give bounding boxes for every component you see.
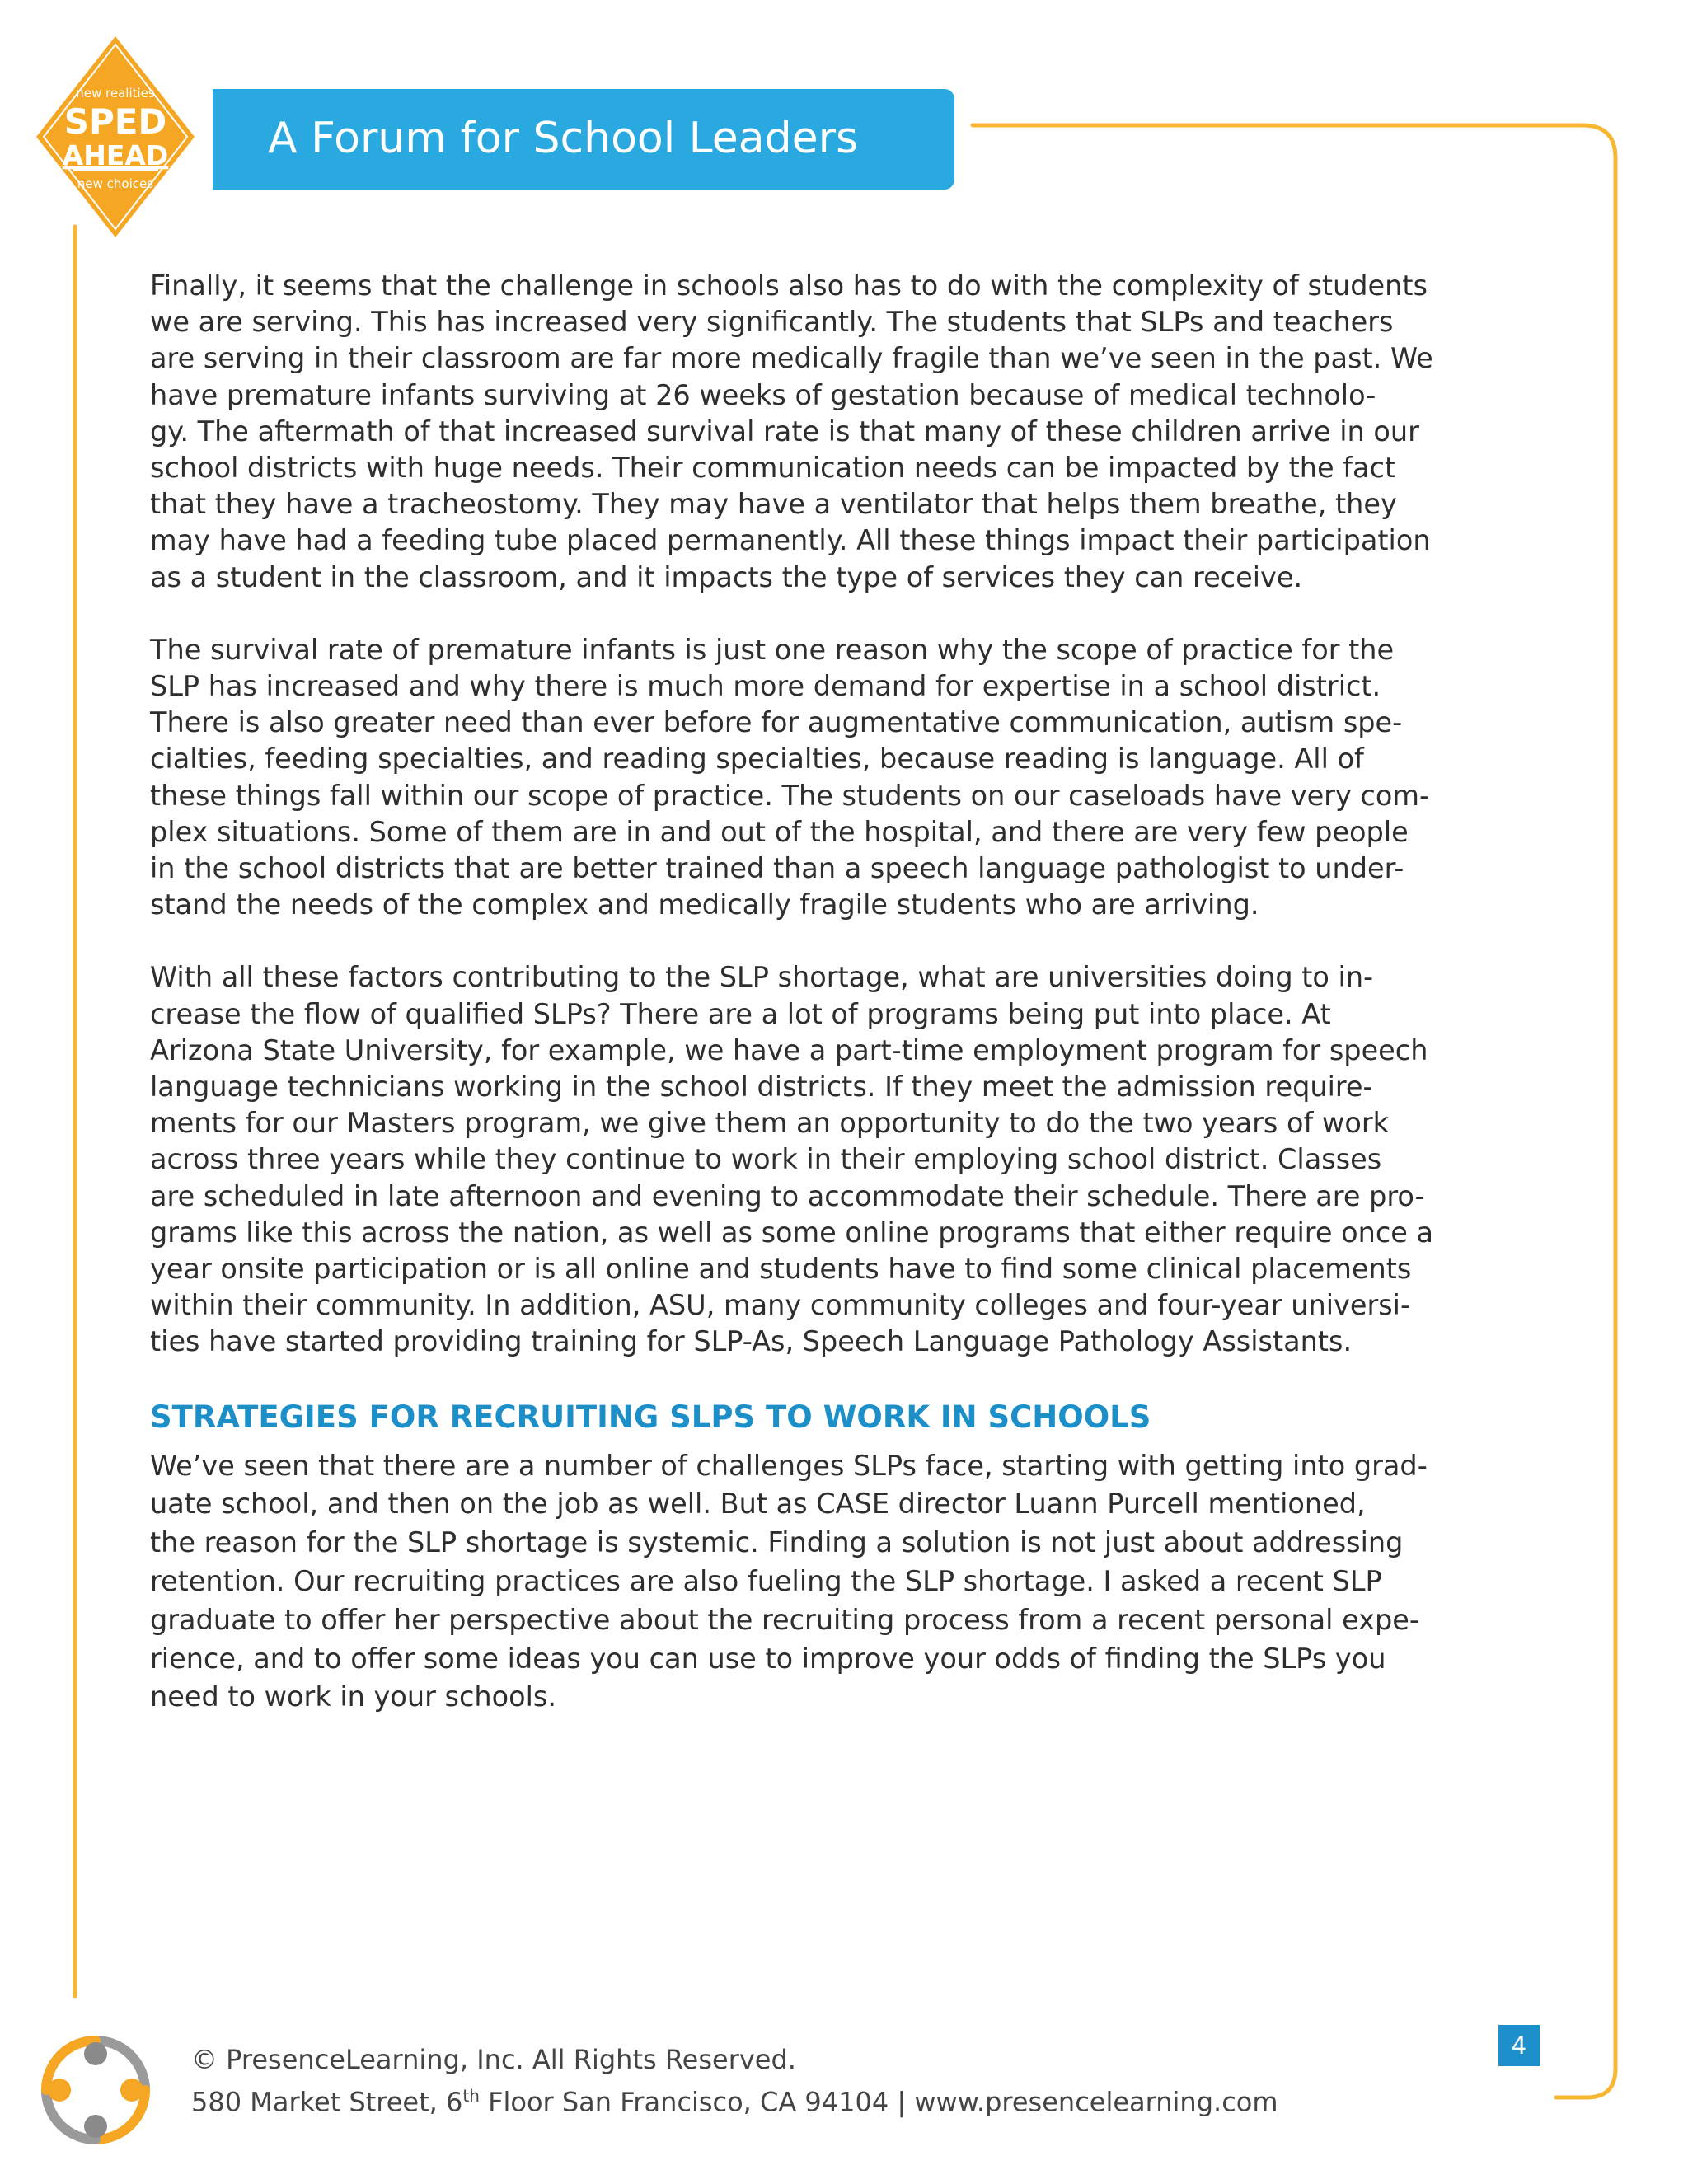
paragraph-1 [150,268,1551,596]
text-line: are serving in their classroom are far more medically fragile than we’ve seen in the past. We [150,342,1433,375]
text-line: year onsite participation or is all online and students have to find some clinical placements [150,1253,1412,1286]
text-line: stand the needs of the complex and medically fragile students who are arriving. [150,888,1259,921]
text-line: gy. The aftermath of that increased survival rate is that many of these children arrive in our [150,415,1419,448]
address-rest: Floor San Francisco, CA 94104 | www.presencelearning.com [479,2086,1278,2118]
text-line: Arizona State University, for example, we have a part-time employment program for speech [150,1033,1428,1066]
sped-ahead-logo [25,25,206,247]
text-line: school districts with huge needs. Their communication needs can be impacted by the fact [150,452,1396,485]
section-heading: STRATEGIES FOR RECRUITING SLPS TO WORK IN SCHOOLS [150,1399,1151,1435]
logo-word-sped: SPED [63,101,167,142]
section-paragraph [150,1447,1551,1718]
text-line: crease the flow of qualified SLPs? There are a lot of programs being put into place. At [150,997,1331,1030]
page-title: A Forum for School Leaders [268,114,859,163]
text-line: are scheduled in late afternoon and evening to accommodate their schedule. There are pro- [150,1179,1425,1212]
text-line: in the school districts that are better trained than a speech language pathologist to under- [150,852,1404,885]
article-body [150,268,1551,1717]
text-line: The survival rate of premature infants is just one reason why the scope of practice for the [150,633,1395,666]
paragraph-3 [150,959,1551,1360]
text-line: retention. Our recruiting practices are also fueling the SLP shortage. I asked a recent SLP [150,1565,1382,1598]
text-line: We’ve seen that there are a number of challenges SLPs face, starting with getting into grad- [150,1449,1428,1482]
text-line: plex situations. Some of them are in and out of the hospital, and there are very few people [150,815,1409,848]
address-text [191,2078,1278,2121]
sped-ahead-sign-icon [25,25,206,247]
text-line: have premature infants surviving at 26 weeks of gestation because of medical technolo- [150,378,1376,411]
text-line: across three years while they continue to work in their employing school district. Classes [150,1143,1382,1176]
text-line: that they have a tracheostomy. They may have a ventilator that helps them breathe, they [150,488,1397,521]
presencelearning-logo [35,2029,157,2151]
paragraph-2 [150,632,1551,924]
text-line: we are serving. This has increased very significantly. The students that SLPs and teachers [150,306,1394,339]
text-line: ments for our Masters program, we give them an opportunity to do the two years of work [150,1107,1390,1140]
text-line: as a student in the classroom, and it impacts the type of services they can receive. [150,560,1303,593]
copyright-text: © PresenceLearning, Inc. All Rights Reserved. [191,2044,796,2075]
text-line: cialties, feeding specialties, and reading specialties, because reading is language. All of [150,743,1364,776]
text-line: language technicians working in the school districts. If they meet the admission require- [150,1071,1373,1104]
text-line: may have had a feeding tube placed permanently. All these things impact their participation [150,524,1431,557]
text-line: Finally, it seems that the challenge in schools also has to do with the complexity of students [150,269,1428,302]
text-line: With all these factors contributing to the SLP shortage, what are universities doing to in- [150,961,1374,994]
logo-top-text: new realities [76,86,155,101]
text-line: grams like this across the nation, as well as some online programs that either require once a [150,1216,1434,1249]
text-line: the reason for the SLP shortage is systemic. Finding a solution is not just about addressing [150,1526,1404,1559]
address-superscript: th [462,2086,480,2106]
page-number: 4 [1498,2025,1540,2066]
text-line: within their community. In addition, ASU, many community colleges and four-year universi- [150,1289,1411,1322]
presencelearning-logo-icon [35,2029,157,2151]
text-line: uate school, and then on the job as well. But as CASE director Luann Purcell mentioned, [150,1488,1366,1521]
text-line: ties have started providing training for SLP-As, Speech Language Pathology Assistants. [150,1325,1353,1358]
text-line: rience, and to offer some ideas you can use to improve your odds of finding the SLPs you [150,1642,1386,1675]
text-line: There is also greater need than ever before for augmentative communication, autism spe- [150,706,1403,739]
text-line: need to work in your schools. [150,1680,557,1713]
text-line: graduate to offer her perspective about the recruiting process from a recent personal expe- [150,1603,1419,1636]
text-line: SLP has increased and why there is much more demand for expertise in a school district. [150,670,1381,703]
logo-word-ahead: AHEAD [62,139,169,171]
text-line: these things fall within our scope of practice. The students on our caseloads have very com- [150,779,1430,812]
address-street: 580 Market Street, 6 [191,2086,463,2118]
footer-text [191,2041,1278,2121]
logo-bottom-text: new choices [77,176,154,191]
